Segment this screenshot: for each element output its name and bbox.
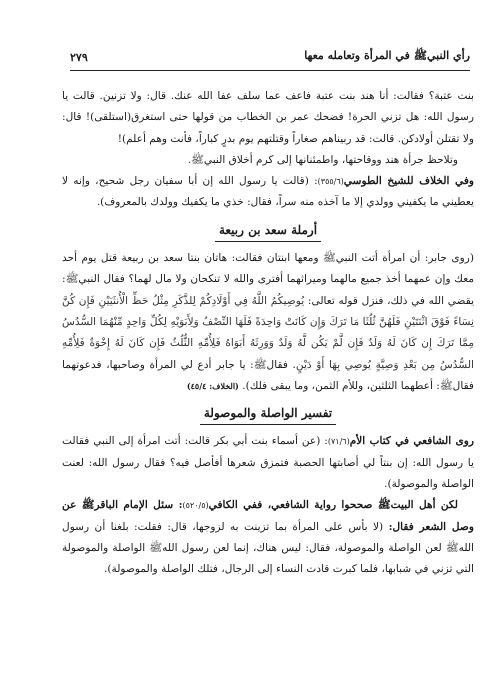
section-title: تفسير الواصلة والموصولة: [200, 404, 336, 425]
source-name: وفي الخلاف للشيخ الطوسي: [343, 175, 474, 188]
section-heading-widow: [62, 221, 474, 242]
paragraph-kafi: [62, 495, 474, 580]
narration-text: (لا بأس على المرأة بما تزينت به لزوجها، قال: فقلت: بلغنا أن رسول اللهﷺ لعن الواصلة والموصولة، فقال: ليس هناك، إنما لعن رسول اللهﷺ الواصلة والموصولة التي تزني في شبابها، فلما كبرت قادت النساء إلى الرجال، فتلك الواصلة والموصولة).: [62, 520, 474, 576]
source-name: لكن أهل البيتﷺ صححوا رواية الشافعي، ففي الكافي: [208, 499, 458, 512]
paragraph-jabir: [62, 248, 474, 397]
header-divider: [70, 70, 470, 71]
page-body: [62, 86, 474, 581]
section-heading-hair-extension: [62, 404, 474, 425]
narration-text: : (عن أسماء بنت أبي بكر قالت: أتت امرأة إلى النبي فقالت يا رسول الله: إن بنتاً لي أصابتها الحصبة فتمزق شعرها أفأصل فيه؟ فقال رسول الله: لعنت الواصلة والموصولة).: [62, 435, 474, 491]
paragraph-hind-continued: بنت عتبة؟ فقالت: أنا هند بنت عتبة فاعف عما سلف عفا الله عنك. قال: ولا تزنين. قالت يا رسول الله: هل تزني الحرة! فضحك عمر بن الخطاب من قولها حتى استغرق(استلقى)! قال: ولا تقتلن أولادكن. قالت: قد ربيناهم صغاراً وقتلتهم يوم بدرٍ كباراً، فأنت وهم أعلم)!: [62, 90, 474, 145]
quran-verse: يُوصِيكُمُ اللَّهُ فِي أَوْلَادِكُمْ لِلذَّكَرِ مِثْلُ حَظِّ الْأُنثَيَيْنِ فَإِن كُنَّ نِسَاءً فَوْقَ اثْنَتَيْنِ فَلَهُنَّ ثُلُثَا مَا تَرَكَ وَإِن كَانَتْ وَاحِدَةً فَلَهَا النِّصْفُ وَلِأَبَوَيْهِ لِكُلِّ وَاحِدٍ مِّنْهُمَا السُّدُسُ مِمَّا تَرَكَ إِن كَانَ لَهُ وَلَدٌ فَإِن لَّمْ يَكُن لَّهُ وَلَدٌ وَوَرِثَهُ أَبَوَاهُ فَلِأُمِّهِ الثُّلُثُ فَإِن كَانَ لَهُ إِخْوَةٌ فَلِأُمِّهِ السُّدُسُ مِن بَعْدِ وَصِيَّةٍ يُوصِي بِهَا أَوْ دَيْنٍ: [62, 294, 474, 371]
quote-text: : (قالت يا رسول الله إن أبا سفيان رجل شحيح، وإنه لا يعطيني ما يكفيني وولدي إلا ما آخذه منه سراً، فقال: خذي ما يكفيك وولدك بالمعروف).: [62, 175, 474, 209]
source-reference: (الخلاف: ٤٥/٤): [186, 380, 239, 391]
narration-text: (روى جابر: أن امرأة أتت النبيﷺ ومعها ابنتان فقالت: هاتان بنتا سعد بن ربيعة قتل يوم أحد معك وإن عمهما أخذ جميع مالهما وميراثهما أفترى والله لا تنكحان ولا مال لهما؟ فقال النبيﷺ: يقضي الله في ذلك، فنزل قوله تعالى:: [62, 252, 475, 307]
question-text: : سئل الإمام الباقرﷺ عن وصل الشعر فقال:: [62, 499, 474, 533]
running-title: رأي النبيﷺ في المرأة وتعامله معها: [304, 49, 470, 62]
source-reference: (٧١/٦): [327, 437, 350, 447]
paragraph-shafii: [62, 431, 474, 495]
paragraph-observation: وتلاحظ جرأة هند ووقاحتها، واطمئنانها إلى كرم أخلاق النبيﷺ.: [187, 153, 458, 166]
narration-ending: . فقالﷺ: يا جابر أدع لي المرأة وصاحبها، فدعوتهما فقالﷺ: أعطهما الثلثين، وللأم الثمن، وما يبقى فلك).: [62, 358, 474, 392]
source-reference: (٣٥٥/٦): [317, 177, 344, 187]
page-number: ٢٧٩: [70, 50, 88, 64]
paragraph-tusi: [62, 171, 474, 214]
source-reference: (٥٢٠/٥): [182, 501, 209, 511]
source-name: روى الشافعي في كتاب الأم: [349, 435, 474, 448]
section-title: أرملة سعد بن ربيعة: [215, 221, 321, 242]
page-header: [70, 48, 470, 66]
